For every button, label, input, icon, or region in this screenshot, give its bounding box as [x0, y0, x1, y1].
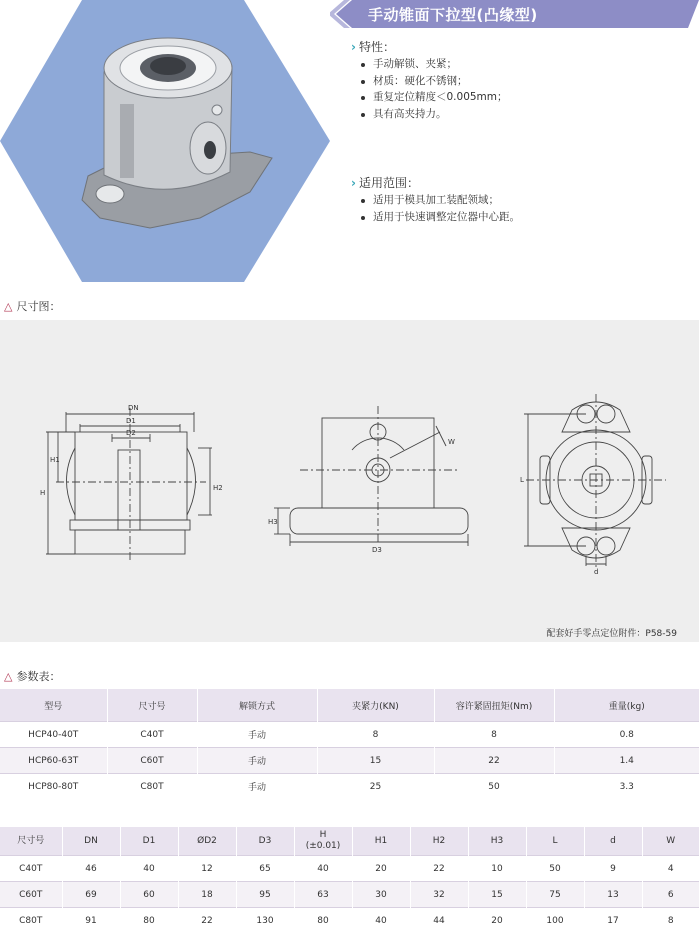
table-cell: 32 [410, 882, 468, 908]
column-header: D1 [120, 827, 178, 856]
triangle-icon: △ [4, 300, 12, 313]
table-cell: 15 [468, 882, 526, 908]
table-cell: HCP80-80T [0, 774, 107, 800]
dim-label-h2: H2 [213, 484, 223, 492]
table-cell: 69 [62, 882, 120, 908]
table-cell: 18 [178, 882, 236, 908]
technical-drawing [0, 320, 699, 642]
table-cell: 17 [584, 908, 642, 933]
dim-label-l: L [520, 476, 524, 484]
column-header: 重量(kg) [554, 689, 699, 722]
column-header: H3 [468, 827, 526, 856]
column-header: H2 [410, 827, 468, 856]
list-item: 具有高夹持力。 [359, 106, 508, 123]
table-cell: 22 [434, 748, 554, 774]
table-row [0, 882, 699, 908]
table-cell: C80T [0, 908, 62, 933]
table-cell: 80 [294, 908, 352, 933]
dim-label-w: W [448, 438, 455, 446]
applications-list [359, 192, 520, 225]
dim-label-d2: D2 [126, 429, 136, 437]
column-header: 尺寸号 [107, 689, 197, 722]
table-cell: 10 [468, 856, 526, 882]
dim-label-h3: H3 [268, 518, 278, 526]
dim-label-d1: D1 [126, 417, 136, 425]
column-header: 夹紧力(KN) [317, 689, 434, 722]
column-header: 容许紧固扭矩(Nm) [434, 689, 554, 722]
table-header-row [0, 689, 699, 722]
table-cell: 65 [236, 856, 294, 882]
table-cell: 130 [236, 908, 294, 933]
table-cell: HCP60-63T [0, 748, 107, 774]
table-cell: 8 [642, 908, 699, 933]
column-header: 型号 [0, 689, 107, 722]
table-cell: HCP40-40T [0, 722, 107, 748]
table-cell: 8 [434, 722, 554, 748]
triangle-icon: △ [4, 670, 12, 683]
features-heading: › 特性： [351, 38, 395, 55]
table-row [0, 722, 699, 748]
chevron-right-icon: › [351, 40, 356, 54]
list-item: 适用于模具加工装配领域； [359, 192, 520, 209]
dim-label-dn: DN [128, 404, 139, 412]
table-cell: 3.3 [554, 774, 699, 800]
table-row [0, 856, 699, 882]
tolerance-label: (±0.01) [306, 841, 341, 851]
table-cell: 40 [294, 856, 352, 882]
table-cell: C40T [0, 856, 62, 882]
table-cell: 20 [468, 908, 526, 933]
drawing-note: 配套好手零点定位附件：P58-59 [546, 626, 677, 639]
chevron-right-icon: › [351, 176, 356, 190]
table-cell: 22 [410, 856, 468, 882]
table-cell: 80 [120, 908, 178, 933]
params-table [0, 689, 699, 799]
table-header-row [0, 827, 699, 856]
table-cell: 46 [62, 856, 120, 882]
table-cell: 6 [642, 882, 699, 908]
table-cell: 12 [178, 856, 236, 882]
table-cell: 95 [236, 882, 294, 908]
page-title: 手动锥面下拉型(凸缘型) [368, 4, 538, 25]
table-row [0, 748, 699, 774]
table-cell: 22 [178, 908, 236, 933]
column-header: D3 [236, 827, 294, 856]
table-cell: 50 [526, 856, 584, 882]
table-row [0, 774, 699, 800]
table-row [0, 908, 699, 933]
product-hexagon [0, 0, 330, 282]
dimensions-table [0, 827, 699, 933]
table-cell: 手动 [197, 774, 317, 800]
table-cell: 15 [317, 748, 434, 774]
table-cell: 25 [317, 774, 434, 800]
dim-label-d3: D3 [372, 546, 382, 554]
column-header: d [584, 827, 642, 856]
table-cell: C60T [0, 882, 62, 908]
table-cell: 1.4 [554, 748, 699, 774]
table-cell: 40 [120, 856, 178, 882]
applications-heading: › 适用范围： [351, 174, 419, 191]
table-cell: 8 [317, 722, 434, 748]
dim-label-h1: H1 [50, 456, 60, 464]
dim-label-d: d [594, 568, 598, 576]
table-cell: 100 [526, 908, 584, 933]
table-cell: 91 [62, 908, 120, 933]
table-cell: 4 [642, 856, 699, 882]
table-cell: 30 [352, 882, 410, 908]
table-cell: C80T [107, 774, 197, 800]
dim-label-h: H [40, 489, 45, 497]
column-header: 尺寸号 [0, 827, 62, 856]
table-cell: C60T [107, 748, 197, 774]
column-header: DN [62, 827, 120, 856]
list-item: 适用于快速调整定位器中心距。 [359, 209, 520, 226]
column-header: ØD2 [178, 827, 236, 856]
table-cell: 0.8 [554, 722, 699, 748]
table-cell: C40T [107, 722, 197, 748]
table-cell: 40 [352, 908, 410, 933]
table-cell: 63 [294, 882, 352, 908]
list-item: 重复定位精度＜0.005mm； [359, 89, 508, 106]
params-heading: △ 参数表： [4, 668, 60, 684]
table-cell: 9 [584, 856, 642, 882]
drawing-svg [0, 320, 699, 642]
column-header: H1 [352, 827, 410, 856]
list-item: 手动解锁、夹紧； [359, 56, 508, 73]
table-cell: 手动 [197, 748, 317, 774]
column-header-h: H (±0.01) [294, 827, 352, 856]
column-header: W [642, 827, 699, 856]
table-cell: 60 [120, 882, 178, 908]
table-cell: 13 [584, 882, 642, 908]
column-header: L [526, 827, 584, 856]
table-cell: 手动 [197, 722, 317, 748]
features-list [359, 56, 508, 122]
table-cell: 20 [352, 856, 410, 882]
dimension-heading: △ 尺寸图： [4, 298, 60, 314]
table-cell: 75 [526, 882, 584, 908]
table-cell: 50 [434, 774, 554, 800]
column-header: 解锁方式 [197, 689, 317, 722]
table-cell: 44 [410, 908, 468, 933]
list-item: 材质：硬化不锈钢； [359, 73, 508, 90]
